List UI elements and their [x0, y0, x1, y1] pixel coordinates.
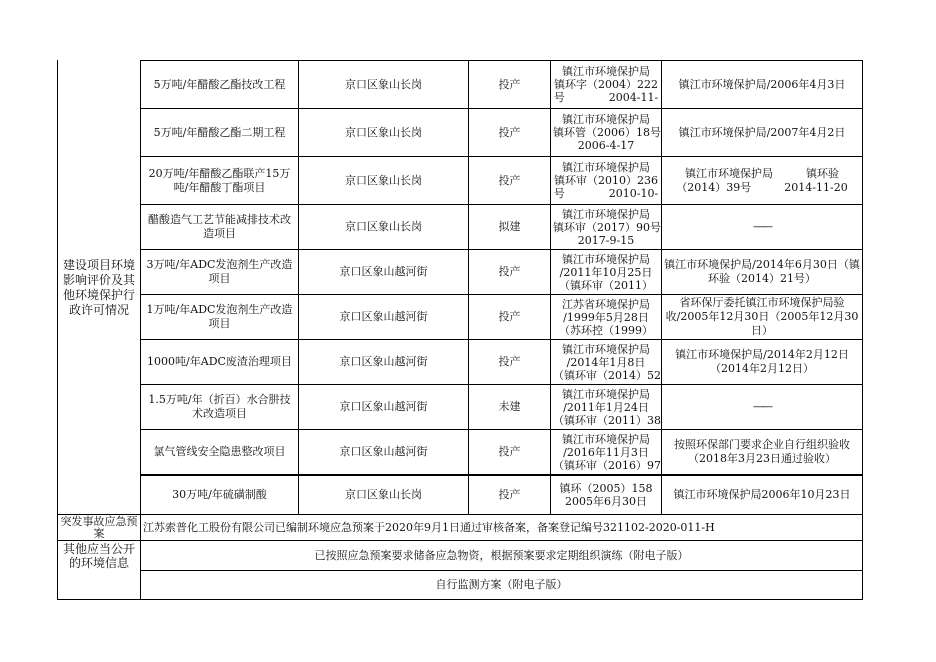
- project-status: 投产: [498, 355, 521, 368]
- eia-line: （苏环控（1999）: [559, 323, 653, 337]
- project-name: 1.5万吨/年（折百）水合肼技术改造项目: [148, 393, 291, 420]
- eia-line: 镇江市环境保护局: [562, 207, 650, 221]
- acceptance: 镇江市环境保护局/2014年6月30日（镇环验（2014）21号）: [664, 258, 860, 285]
- row-line: [57, 599, 863, 600]
- eia-approval: [551, 340, 661, 384]
- project-location: 京口区象山越河街: [339, 310, 428, 323]
- eia-line: /2011年10月25日: [559, 265, 653, 279]
- eia-approval: [551, 61, 661, 108]
- eia-line: （镇环审（2011）: [559, 278, 653, 292]
- eia-line: 镇环审（2017）90号: [553, 220, 661, 234]
- eia-line: 镇环字（2004）222: [554, 78, 658, 91]
- eia-line: 镇江市环境保护局: [562, 113, 650, 126]
- eia-line: 号 2004-11-: [553, 91, 659, 104]
- eia-line: /2011年1月24日: [563, 400, 649, 414]
- eia-line: 镇江市环境保护局: [562, 342, 650, 356]
- project-name: 3万吨/年ADC发泡剂生产改造项目: [146, 258, 293, 285]
- eia-approval: [551, 109, 661, 156]
- eia-approval: [551, 476, 661, 514]
- eia-line: 江苏省环境保护局: [562, 297, 650, 311]
- acceptance: 镇江市环境保护局 镇环验（2014）39号 2014-11-20: [676, 166, 848, 194]
- eia-line: /2016年11月3日: [563, 445, 649, 459]
- eia-line: 镇江市环境保护局: [562, 432, 650, 446]
- project-location: 京口区象山越河街: [339, 265, 428, 278]
- project-location: 京口区象山长岗: [345, 77, 422, 91]
- acceptance: 镇江市环境保护局/2007年4月2日: [678, 125, 846, 139]
- project-status: 投产: [498, 445, 521, 458]
- project-status: 投产: [498, 77, 521, 91]
- project-status: 投产: [498, 173, 521, 187]
- project-name: 醋酸造气工艺节能减排技术改造项目: [148, 213, 291, 240]
- project-location: 京口区象山长岗: [345, 220, 422, 233]
- project-status: 投产: [498, 265, 521, 278]
- eia-approval: [551, 157, 661, 204]
- acceptance: 镇江市环境保护局/2014年2月12日（2014年2月12日）: [675, 348, 849, 375]
- eia-line: 2017-9-15: [577, 233, 635, 247]
- eia-line: /2014年1月8日: [566, 355, 646, 369]
- project-name: 5万吨/年醋酸乙酯二期工程: [153, 125, 286, 139]
- eia-line: 镇江市环境保护局: [562, 161, 650, 174]
- eia-approval: [551, 385, 661, 429]
- eia-line: 镇江市环境保护局: [562, 65, 650, 78]
- eia-approval: [551, 430, 661, 474]
- project-name: 1万吨/年ADC发泡剂生产改造项目: [146, 303, 293, 330]
- project-location: 京口区象山越河街: [339, 355, 428, 368]
- project-name: 30万吨/年硫磺制酸: [172, 488, 267, 501]
- eia-approval: [551, 295, 661, 339]
- eia-line: （镇环审（2011）38: [553, 413, 661, 427]
- eia-line: 镇环（2005）158: [559, 482, 653, 495]
- other-info-label: 其他应当公开的环境信息: [62, 541, 135, 570]
- emergency-text: 江苏索普化工股份有限公司已编制环境应急预案于2020年9月1日通过审核备案，备案登记编号321102-2020-011-H: [143, 520, 715, 534]
- project-name: 氯气管线安全隐患整改项目: [153, 445, 286, 458]
- acceptance: 镇江市环境保护局2006年10月23日: [673, 488, 851, 501]
- eia-line: 镇江市环境保护局: [562, 387, 650, 401]
- acceptance: 省环保厅委托镇江市环境保护局验收/2005年12月30日（2005年12月30日）: [665, 296, 859, 337]
- acceptance: 按照环保部门要求企业自行组织验收（2018年3月23日通过验收）: [674, 438, 850, 465]
- eia-line: （镇环审（2016）97: [553, 458, 661, 472]
- project-location: 京口区象山越河街: [339, 400, 428, 413]
- acceptance: 镇江市环境保护局/2006年4月3日: [678, 77, 846, 91]
- project-name: 1000吨/年ADC废渣治理项目: [147, 355, 292, 368]
- project-name: 20万吨/年醋酸乙酯联产15万吨/年醋酸丁酯项目: [148, 166, 291, 194]
- eia-line: 2005年6月30日: [565, 495, 647, 508]
- eia-line: 2006-4-17: [577, 139, 635, 152]
- eia-line: 镇环管（2006）18号: [553, 126, 661, 139]
- category-label: 建设项目环境影响评价及其他环境保护行政许可情况: [62, 257, 135, 317]
- eia-line: 镇江市环境保护局: [562, 252, 650, 266]
- project-status: 投产: [498, 125, 521, 139]
- eia-line: 镇环审（2010）236: [554, 174, 658, 187]
- project-name: 5万吨/年醋酸乙酯技改工程: [153, 77, 286, 91]
- project-location: 京口区象山长岗: [345, 125, 422, 139]
- emergency-label: 突发事故应急预案: [60, 515, 138, 540]
- project-location: 京口区象山越河街: [339, 445, 428, 458]
- project-location: 京口区象山长岗: [345, 173, 422, 187]
- project-status: 投产: [498, 310, 521, 323]
- acceptance: ——: [753, 220, 771, 233]
- eia-approval: [551, 250, 661, 294]
- project-status: 投产: [498, 488, 521, 501]
- project-status: 拟建: [498, 220, 521, 233]
- eia-approval: [551, 205, 661, 249]
- eia-line: （镇环审（2014）52: [553, 368, 661, 382]
- eia-line: 号 2010-10-: [553, 187, 659, 200]
- line-right: [862, 60, 863, 600]
- eia-line: /1999年5月28日: [563, 310, 649, 324]
- other-info-text-2: 自行监测方案（附电子版）: [435, 578, 568, 591]
- project-status: 未建: [498, 400, 521, 413]
- acceptance: ——: [753, 400, 771, 413]
- other-info-text-1: 已按照应急预案要求储备应急物资，根据预案要求定期组织演练（附电子版）: [314, 548, 689, 562]
- project-location: 京口区象山长岗: [345, 488, 422, 501]
